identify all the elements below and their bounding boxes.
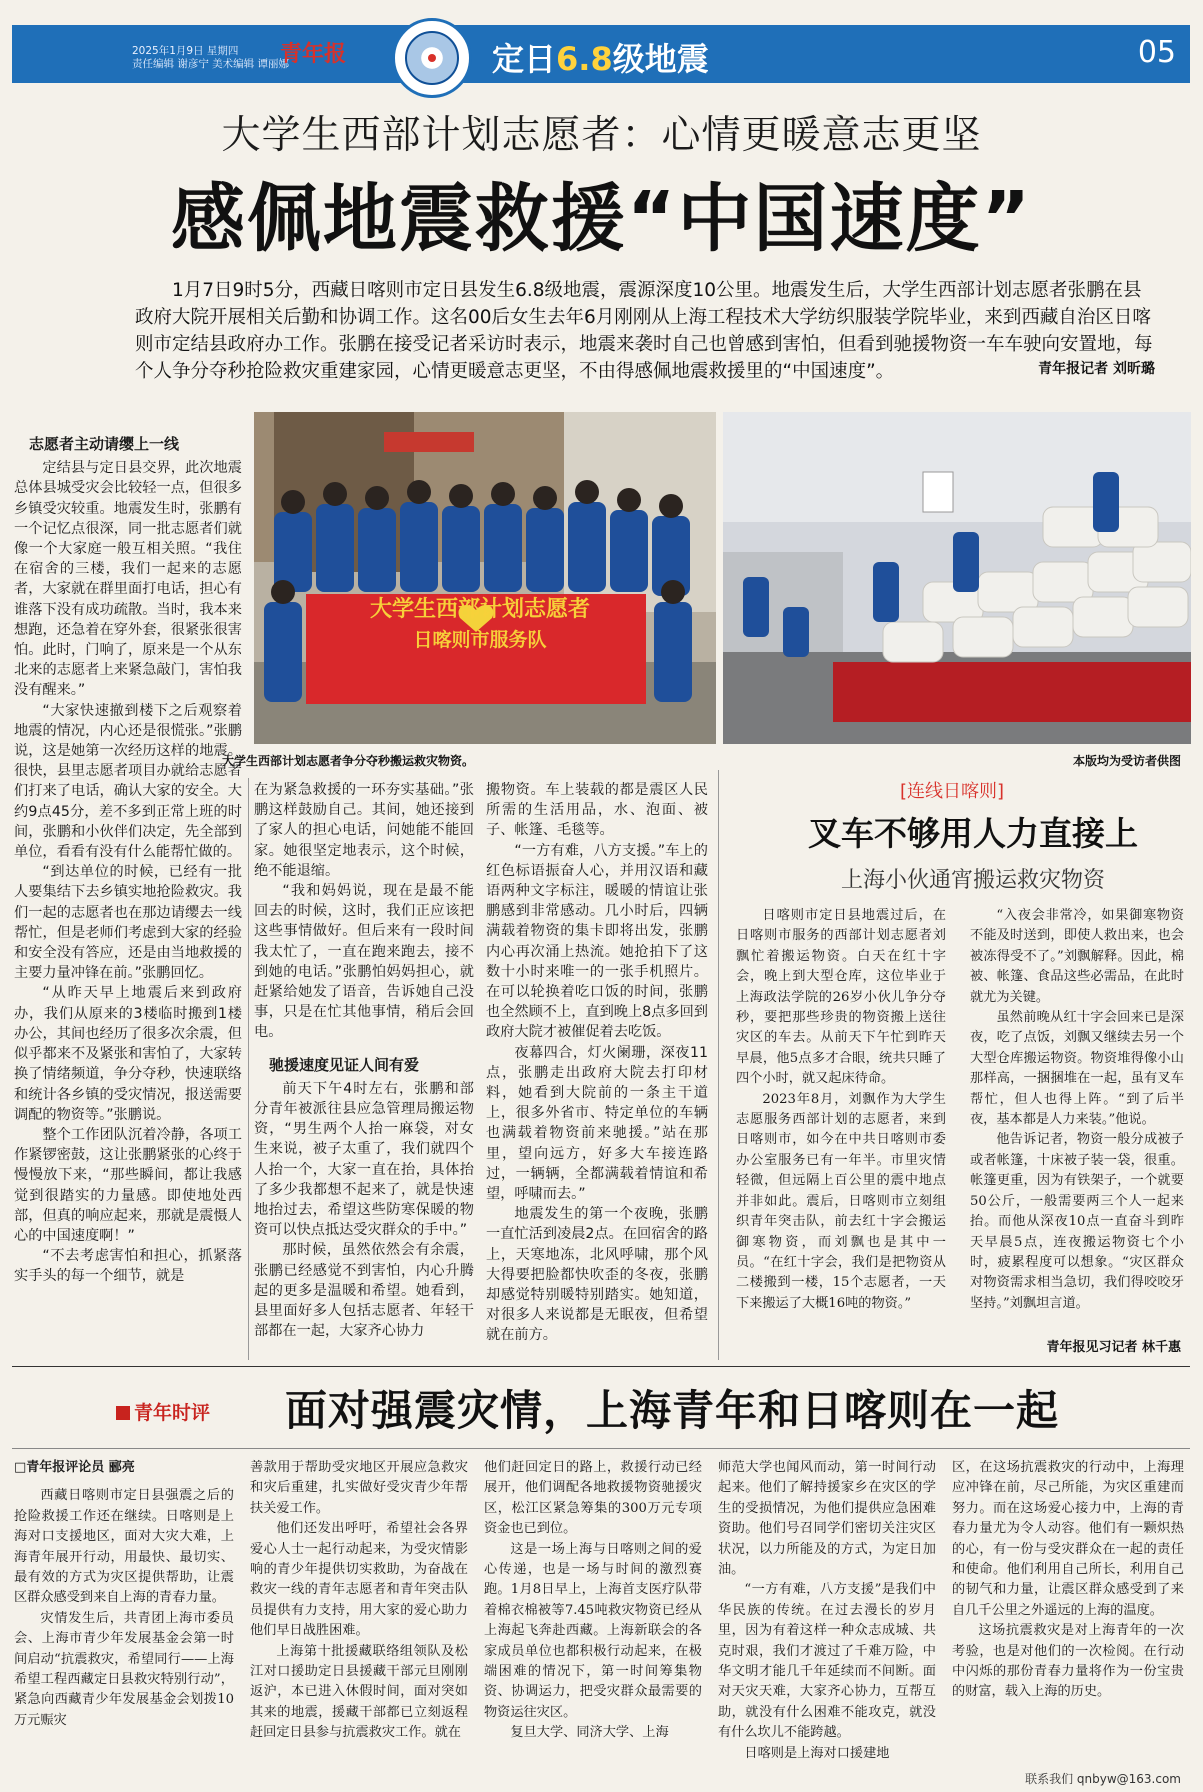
commentary-column-1: □青年报评论员 郦亮 西藏日喀则市定日县强震之后的抢险救援工作还在继续。日喀则是上海对口支援地区，面对大灾大难，上海青年展开行动，用最快、最切实、最有效的方式为灾区提供帮助，让震区群众感受到来自上海的青春力量。 灾情发生后，共青团上海市委员会、上海市青少年发展基金会第一时间启动“抗震救灾，希望同行——上海希望工程西藏定日县救灾特别行动”，紧急向西藏青少年发展基金会划拨10万元赈灾 xyxy=(14,1460,234,1728)
commentary-column-2: 善款用于帮助受灾地区开展应急救灾和灾后重建，扎实做好受灾青少年帮扶关爱工作。 他们还发出呼吁，希望社会各界爱心人士一起行动起来，为受灾情影响的青少年提供切实救助，为奋战在救灾一线的青年志愿者和青年突击队员提供有力支持，用大家的爱心助力他们早日战胜困难。 上海第十批援藏联络组领队及松江对口援助定日县援藏干部元旦刚刚返沪，本已进入休假时间，面对突如其来的地震，援藏干部都已立刻返程赶回定日县参与抗震救灾工作。就在 xyxy=(250,1460,468,1741)
side-subtitle: 上海小伙通宵搬运救灾物资 xyxy=(840,868,1105,893)
volunteers-group-photo xyxy=(254,412,716,744)
article-subhead: 大学生西部计划志愿者：心情更暖意志更坚 xyxy=(221,113,982,158)
article-column-2: 在为紧急救援的一环夯实基础。”张鹏这样鼓励自己。其间，她还接到了家人的担心电话，问她能不能回家。她很坚定地表示，这个时候，绝不能退缩。 “我和妈妈说，现在是最不能回去的时候，这时，我们正应该把这些事情做好。但后来有一段时间我太忙了，一直在跑来跑去，接不到她的电话。”张鹏怕妈妈担心，就赶紧给她发了语音，告诉她自己没事，只是在忙其他事情，稍后会回电。 驰援速度见证人间有爱 前天下午4时左右，张鹏和部分青年被派往县应急管理局搬运物资，“男生两个人抬一麻袋，对女生来说，被子太重了，我们就四个人抬一个，大家一直在抬，具体抬了多少我都想不起来了，就是快速地抬过去，希望这些防寒保暖的物资可以快点抵达受灾群众的手中。” 那时候，虽然依然会有余震，张鹏已经感觉不到害怕，内心升腾起的更多是温暖和希望。她看到，县里面好多人包括志愿者、年轻干部都在一起，大家齐心协力 xyxy=(254,782,474,1340)
article-column-1: 志愿者主动请缨上一线 定结县与定日县交界，此次地震总体县城受灾会比较轻一点，但很多乡镇受灾较重。地震发生时，张鹏有一个记忆点很深，同一批志愿者们就像一个大家庭一般互相关照。“我住在宿舍的三楼，我们一起来的志愿者，大家就在群里面打电话，担心有谁落下没有成功疏散。当时，我本来想跑，还急着在穿外套，很紧张很害怕。此时，门响了，原来是一个从东北来的志愿者上来紧急敲门，害怕我没有醒来。” “大家快速撤到楼下之后观察着地震的情况，内心还是很慌张。”张鹏说，这是她第一次经历这样的地震。很快，县里志愿者项目办就给志愿者们打来了电话，确认大家的安全。大约9点45分，差不多到正常上班的时间，张鹏和小伙伴们决定，先全部到单位，看看有没有什么能帮忙做的。 “到达单位的时候，已经有一批人要集结下去乡镇实地抢险救灾。我们一起的志愿者也在那边请缨去一线帮忙，但是老师们考虑到大家的经验和安全没有答应，还是由当地救援的主要力量冲锋在前。”张鹏回忆。 “从昨天早上地震后来到政府办，我们从原来的3楼临时搬到1楼办公，其间也经历了很多次余震，但似乎都来不及紧张和害怕了，大家转换了情绪频道，争分夺秒，快速联络和统计各乡镇的受灾情况，报送需要调配的物资等。”张鹏说。 整个工作团队沉着冷静，各项工作紧锣密鼓，这让张鹏紧张的心终于慢慢放下来，“那些瞬间，都让我感觉到很踏实的力量感。即使地处西部，但真的响应起来，那就是震慑人心的中国速度啊！” “不去考虑害怕和担心，抓紧落实手头的每一个细节，就是 xyxy=(14,435,242,1285)
newspaper-logo: 青年报 xyxy=(280,41,347,67)
issue-date: 2025年1月9日 星期四 xyxy=(132,45,239,57)
commentary-column-5: 区，在这场抗震救灾的行动中，上海理应冲锋在前，尽己所能，为灾区重建而努力。而在这场爱心接力中，上海的青春力量尤为令人动容。他们有一颗炽热的心，有一份与受灾群众在一起的责任和使命。他们利用自己所长，利用自己的韧气和力量，让震区群众感受到了来自几千公里之外遥远的上海的温度。 这场抗震救灾是对上海青年的一次考验，也是对他们的一次检阅。在行动中闪烁的那份青春力量将作为一份宝贵的财富，载入上海的历史。 xyxy=(952,1460,1184,1700)
page-number: 05 xyxy=(1137,35,1176,70)
banner-text-line2: 日喀则市服务队 xyxy=(413,629,547,651)
commentary-tag: 青年时评 xyxy=(116,1398,210,1425)
commentary-column-4: 师范大学也闻风而动，第一时间行动起来。他们了解持援家乡在灾区的学生的受损情况，为他们提供应急困难资助。他们号召同学们密切关注灾区状况，以力所能及的方式，为定日加油。 “一方有难，八方支援”是我们中华民族的传统。在过去漫长的岁月里，因为有着这样一种众志成城、共克时艰，我们才渡过了千难万险，中华文明才能几千年延续而不间断。面对天灾天难，大家齐心协力，互帮互助，就没有什么困难不能攻克，就没有什么坎儿不能跨越。 日喀则是上海对口援建地 xyxy=(718,1460,936,1761)
photo1-caption: 大学生西部计划志愿者争分夺秒搬运救灾物资。 xyxy=(222,754,475,768)
photo2-caption: 本版均为受访者供图 xyxy=(1072,754,1181,768)
lead-byline: 青年报记者 刘昕璐 xyxy=(1038,361,1155,377)
header-meta xyxy=(132,45,289,71)
side-kicker: [连线日喀则] xyxy=(900,781,1005,802)
side-title: 叉车不够用人力直接上 xyxy=(808,814,1138,853)
editors-line: 责任编辑 谢彦宁 美术编辑 谭丽娜 xyxy=(132,58,290,70)
footer-contact: 联系我们 qnbyw@163.com xyxy=(1025,1772,1181,1786)
article-headline: 感佩地震救援“中国速度” xyxy=(170,176,1033,262)
loading-supplies-photo xyxy=(723,412,1191,744)
side-divider xyxy=(718,770,719,1360)
commentary-author: □青年报评论员 郦亮 xyxy=(14,1460,135,1475)
article-column-3: 搬物资。车上装载的都是震区人民所需的生活用品，水、泡面、被子、帐篷、毛毯等。 “一方有难，八方支援。”车上的红色标语振奋人心，并用汉语和藏语两种文字标注，暖暖的情谊让张鹏感到非常感动。几小时后，四辆满载着物资的集卡即将出发，张鹏内心再次涌上热流。她抢拍下了这数十小时来唯一的一张手机照片。在可以轮换着吃口饭的时间，张鹏也全然顾不上，直到晚上8点多回到政府大院才被催促着去吃饭。 夜幕四合，灯火阑珊，深夜11点，张鹏走出政府大院去打印材料，她看到大院前的一条主干道上，很多外省市、特定单位的车辆也满载着物资前来驰援。”站在那里，望向远方，好多大车接连路过，一辆辆，全都满载着情谊和希望，呼啸而去。” 地震发生的第一个夜晚，张鹏一直忙活到凌晨2点。在回宿舍的路上，天寒地冻，北风呼啸，那个风大得要把脸都快吹歪的冬夜，张鹏却感觉特别暖特别踏实。她知道，对很多人来说都是无眠夜，但希望就在前方。 xyxy=(486,782,708,1344)
page-header xyxy=(12,25,1190,83)
square-icon xyxy=(116,1406,130,1420)
emblem-icon xyxy=(392,18,472,98)
commentary-title: 面对强震灾情，上海青年和日喀则在一起 xyxy=(285,1386,1060,1435)
column-divider xyxy=(248,778,249,1360)
section-rule xyxy=(12,1366,1190,1367)
section-topic: 定日6.8级地震 xyxy=(492,40,709,78)
article-lead: 1月7日9时5分，西藏日喀则市定日县发生6.8级地震，震源深度10公里。地震发生后，大学生西部计划志愿者张鹏在县政府大院开展相关后勤和协调工作。这名00后女生去年6月刚刚从上海工程技术大学纺织服装学院毕业，来到西藏自治区日喀则市定结县政府办工作。张鹏在接受记者采访时表示，地震来袭时自己也曾感到害怕，但看到驰援物资一车车驶向安置地，每个人争分夺秒抢险救灾重建家园，心情更暖意志更坚，不由得感佩地震救援里的“中国速度”。 xyxy=(135,280,1153,382)
commentary-rule xyxy=(12,1448,1190,1449)
side-byline: 青年报见习记者 林千惠 xyxy=(1046,1340,1181,1355)
banner-text-line1: 大学生西部计划志愿者 xyxy=(369,596,590,622)
side-column-2: “入夜会非常冷，如果御寒物资不能及时送到，即使人救出来，也会被冻得受不了。”刘飘解释。因此，棉被、帐篷、食品这些必需品，在此时就尤为关键。 虽然前晚从红十字会回来已是深夜，吃了点饭，刘飘又继续去另一个大型仓库搬运物资。物资堆得像小山那样高，一捆捆堆在一起，虽有叉车帮忙，但人也得上阵。“到了后半夜，基本都是人力来装。”他说。 他告诉记者，物资一般分成被子或者帐篷，十床被子装一袋，很重。帐篷更重，因为有铁架子，一个就要50公斤，一般需要两三个人一起来抬。而他从深夜10点一直奋斗到昨天早晨5点，连夜搬运物资七个小时，疲累程度可以想象。“灾区群众对物资需求相当急切，我们得咬咬牙坚持。”刘飘坦言道。 xyxy=(970,908,1184,1311)
commentary-column-3: 他们赶回定日的路上，救援行动已经展开，他们调配各地救援物资驰援灾区，松江区紧急筹集的300万元专项资金也已到位。 这是一场上海与日喀则之间的爱心传递，也是一场与时间的激烈赛跑。1月8日早上，上海首支医疗队带着棉衣棉被等7.45吨救灾物资已经从上海起飞奔赴西藏。上海新联会的各家成员单位也都积极行动起来，在极端困难的情况下，第一时间筹集物资、协调运力，把受灾群众最需要的物资运往灾区。 复旦大学、同济大学、上海 xyxy=(484,1460,702,1741)
side-column-1: 日喀则市定日县地震过后，在日喀则市服务的西部计划志愿者刘飘忙着搬运物资。白天在红十字会，晚上到大型仓库，这位毕业于上海政法学院的26岁小伙儿争分夺秒，要把那些珍贵的物资搬上送往灾区的车去。从前天下午忙到昨天早晨，他5点多才合眼，统共只睡了四个小时，就又起床待命。 2023年8月，刘飘作为大学生志愿服务西部计划的志愿者，来到日喀则市，如今在中共日喀则市委办公室服务已有一年半。市里灾情轻微，但远隔上百公里的震中地点并非如此。震后，日喀则市立刻组织青年突击队，前去红十字会搬运御寒物资，而刘飘也是其中一员。“在红十字会，我们是把物资从二楼搬到一楼，15个志愿者，一天下来搬运了大概16吨的物资。” xyxy=(736,908,946,1311)
section-head-1: 志愿者主动请缨上一线 xyxy=(29,435,180,453)
section-head-2: 驰援速度见证人间有爱 xyxy=(269,1055,420,1074)
